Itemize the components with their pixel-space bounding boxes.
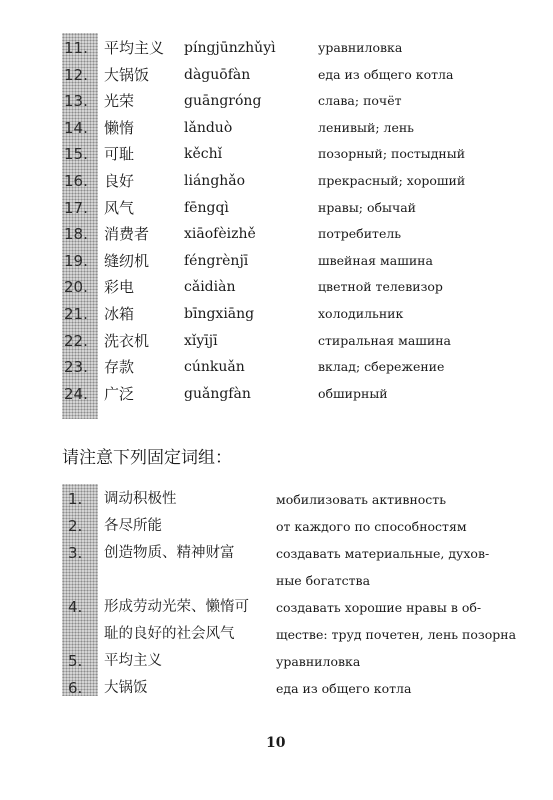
vocab-chinese: 彩电 bbox=[104, 278, 135, 297]
vocab-russian: ленивый; лень bbox=[318, 119, 414, 135]
vocab-pinyin: liánghǎo bbox=[184, 173, 246, 189]
phrase-row bbox=[0, 648, 553, 675]
vocab-row bbox=[0, 141, 553, 167]
vocab-number: 24. bbox=[64, 384, 88, 403]
phrase-number: 1. bbox=[68, 490, 83, 508]
vocab-pinyin: bīngxiāng bbox=[184, 306, 255, 322]
vocab-russian: стиральная машина bbox=[318, 332, 452, 348]
vocab-row bbox=[0, 88, 553, 114]
vocab-number: 20. bbox=[64, 278, 88, 297]
vocab-russian: прекрасный; хороший bbox=[318, 173, 466, 188]
phrase-chinese: 平均主义 bbox=[104, 653, 162, 669]
phrase-number: 2. bbox=[68, 517, 83, 535]
vocab-pinyin: xiāofèizhě bbox=[184, 226, 256, 243]
vocab-chinese: 可耻 bbox=[104, 145, 135, 164]
phrase-number: 6. bbox=[68, 679, 83, 697]
vocab-russian: потребитель bbox=[318, 226, 402, 242]
phrase-chinese: 大锅饭 bbox=[104, 680, 148, 696]
vocab-row bbox=[0, 62, 553, 88]
phrase-russian: ществе: труд почетен, лень позорна bbox=[276, 627, 517, 642]
vocab-pinyin: xǐyījī bbox=[184, 332, 218, 349]
phrase-russian: уравниловка bbox=[276, 654, 361, 669]
phrase-russian: создавать материальные, духов- bbox=[276, 546, 490, 561]
phrase-number: 3. bbox=[68, 544, 83, 562]
vocab-row bbox=[0, 115, 553, 141]
vocab-chinese: 洗衣机 bbox=[104, 331, 150, 350]
vocab-russian: вклад; сбережение bbox=[318, 359, 445, 375]
vocab-pinyin: cúnkuǎn bbox=[184, 359, 245, 376]
vocab-russian: уравниловка bbox=[318, 40, 403, 55]
vocab-chinese: 广泛 bbox=[104, 384, 135, 403]
phrase-row bbox=[0, 486, 553, 513]
vocab-number: 21. bbox=[64, 305, 88, 323]
vocab-russian: еда из общего котла bbox=[318, 66, 454, 82]
vocab-row bbox=[0, 354, 553, 380]
vocab-pinyin: guāngróng bbox=[184, 93, 262, 110]
vocab-row bbox=[0, 35, 553, 61]
phrase-russian: еда из общего котла bbox=[276, 681, 412, 696]
vocab-row bbox=[0, 381, 553, 407]
phrase-russian: создавать хорошие нравы в об- bbox=[276, 600, 482, 615]
vocab-pinyin: fēngqì bbox=[184, 199, 229, 216]
vocab-row bbox=[0, 221, 553, 247]
vocab-row bbox=[0, 301, 553, 327]
vocab-row bbox=[0, 195, 553, 221]
section-heading: 请注意下列固定词组： bbox=[62, 448, 232, 468]
vocab-chinese: 懒惰 bbox=[104, 118, 135, 137]
vocab-pinyin: cǎidiàn bbox=[184, 279, 236, 296]
phrase-number: 4. bbox=[68, 598, 83, 616]
vocab-pinyin: féngrènjī bbox=[184, 252, 249, 269]
vocab-russian: холодильник bbox=[318, 306, 404, 321]
vocab-russian: слава; почёт bbox=[318, 93, 402, 109]
vocab-chinese: 平均主义 bbox=[104, 39, 165, 57]
vocab-row bbox=[0, 248, 553, 274]
vocab-number: 23. bbox=[64, 358, 88, 377]
vocab-chinese: 缝纫机 bbox=[104, 251, 150, 270]
vocab-russian: позорный; постыдный bbox=[318, 146, 466, 162]
phrase-row bbox=[0, 594, 553, 648]
vocab-chinese: 良好 bbox=[104, 172, 135, 190]
vocab-chinese: 大锅饭 bbox=[104, 65, 150, 84]
phrase-chinese: 调动积极性 bbox=[104, 491, 177, 507]
page-number: 10 bbox=[266, 735, 286, 751]
vocab-row bbox=[0, 274, 553, 300]
vocab-chinese: 冰箱 bbox=[104, 305, 135, 323]
vocab-number: 16. bbox=[64, 172, 88, 190]
vocab-chinese: 消费者 bbox=[104, 225, 150, 244]
vocab-number: 13. bbox=[64, 92, 88, 111]
vocab-number: 12. bbox=[64, 65, 88, 84]
vocab-number: 14. bbox=[64, 118, 88, 137]
vocab-number: 15. bbox=[64, 145, 88, 164]
phrase-chinese: 创造物质、精神财富 bbox=[104, 545, 235, 561]
vocab-russian: обширный bbox=[318, 385, 388, 401]
vocab-chinese: 风气 bbox=[104, 198, 135, 217]
vocab-pinyin: píngjūnzhǔyì bbox=[184, 40, 276, 56]
vocab-row bbox=[0, 328, 553, 354]
vocab-pinyin: kěchǐ bbox=[184, 146, 223, 163]
phrase-chinese: 各尽所能 bbox=[104, 518, 162, 534]
vocab-number: 22. bbox=[64, 331, 88, 350]
vocab-russian: нравы; обычай bbox=[318, 199, 417, 215]
phrase-russian: мобилизовать активность bbox=[276, 492, 447, 507]
vocab-pinyin: lǎnduò bbox=[184, 119, 233, 136]
phrase-number: 5. bbox=[68, 652, 83, 670]
phrase-row bbox=[0, 675, 553, 702]
phrase-chinese: 耻的良好的社会风气 bbox=[104, 626, 235, 642]
vocab-number: 11. bbox=[64, 39, 88, 57]
vocab-russian: швейная машина bbox=[318, 252, 433, 268]
vocab-chinese: 存款 bbox=[104, 358, 135, 377]
vocab-pinyin: dàguōfàn bbox=[184, 66, 251, 83]
vocab-chinese: 光荣 bbox=[104, 92, 135, 111]
vocab-number: 19. bbox=[64, 251, 88, 270]
vocab-russian: цветной телевизор bbox=[318, 279, 443, 295]
vocab-pinyin: guǎngfàn bbox=[184, 385, 251, 402]
phrase-russian: ные богатства bbox=[276, 573, 371, 588]
phrase-russian: от каждого по способностям bbox=[276, 519, 467, 534]
vocab-row bbox=[0, 168, 553, 194]
phrase-row bbox=[0, 540, 553, 594]
vocab-number: 17. bbox=[64, 198, 88, 217]
vocab-number: 18. bbox=[64, 225, 88, 244]
phrase-row bbox=[0, 513, 553, 540]
phrase-chinese: 形成劳动光荣、懒惰可 bbox=[104, 599, 249, 615]
